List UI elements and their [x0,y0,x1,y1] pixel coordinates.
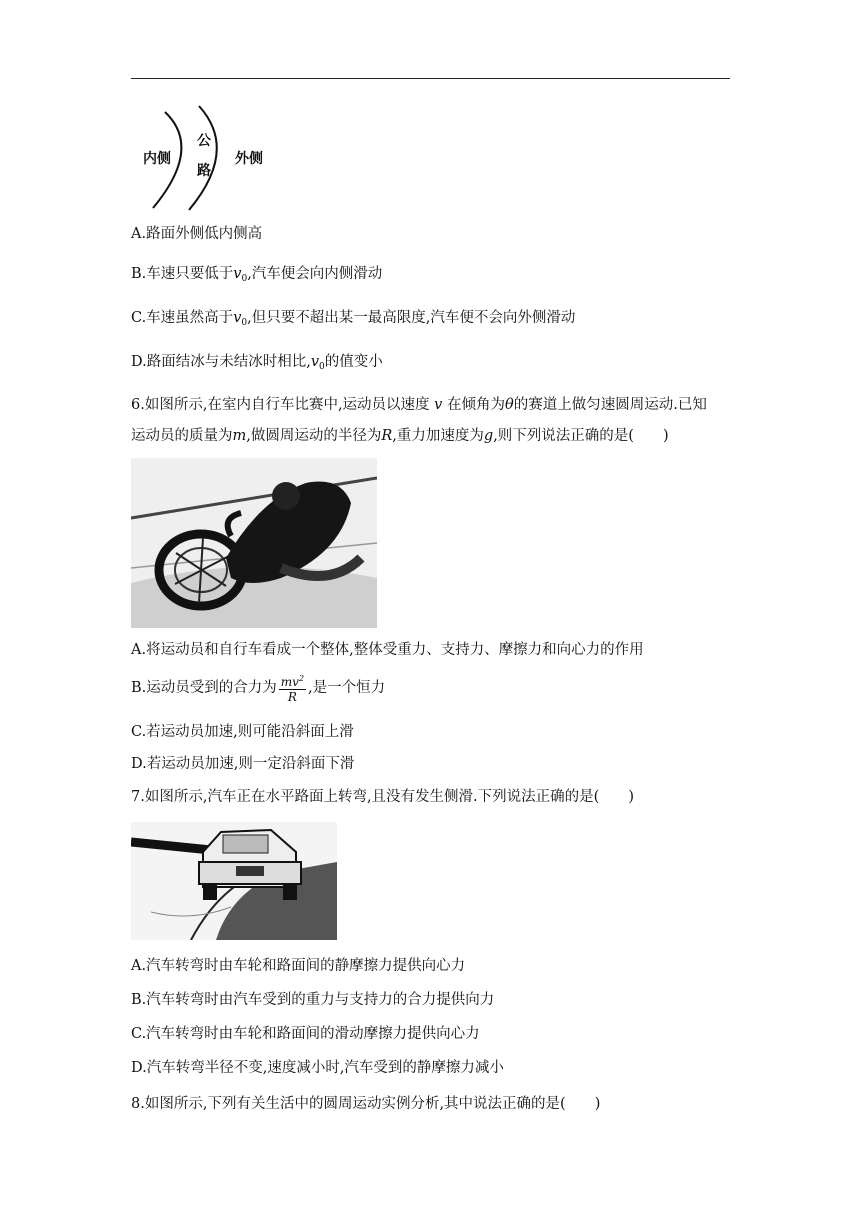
q7-option-c: C.汽车转弯时由车轮和路面间的滑动摩擦力提供向心力 [131,1026,480,1042]
q5-option-d: D.路面结冰与未结冰时相比$,v_0$的值变小 [131,354,383,372]
q8-stem: 8.如图所示,下列有关生活中的圆周运动实例分析,其中说法正确的是( ) [131,1096,601,1112]
q5-option-b: B.车速只要低于$v_0$,汽车便会向内侧滑动 [131,266,383,284]
inner-side-label: 内侧 [143,151,171,167]
mv2-over-r-fraction: $\frac{mv^2}{R}$ [280,674,305,704]
q7-option-d: D.汽车转弯半径不变,速度减小时,汽车受到的静摩擦力减小 [131,1060,504,1076]
car-turning-photo [131,822,337,940]
q7-option-b: B.汽车转弯时由汽车受到的重力与支持力的合力提供向力 [131,992,495,1008]
q7-stem: 7.如图所示,汽车正在水平路面上转弯,且没有发生侧滑.下列说法正确的是( ) [131,789,634,805]
road-curve-figure [131,100,281,215]
header-rule [131,78,730,79]
q7-option-a: A.汽车转弯时由车轮和路面间的静摩擦力提供向心力 [131,958,466,974]
q6-option-c: C.若运动员加速,则可能沿斜面上滑 [131,724,354,740]
road-label-top: 公 [197,133,211,149]
q6-option-b: B.运动员受到的合力为 $\frac{mv^2}{R}$ ,是一个恒力 [131,674,386,704]
q5-option-c: C.车速虽然高于$v_0$,但只要不超出某一最高限度,汽车便不会向外侧滑动 [131,310,576,328]
car-illustration [131,822,337,940]
outer-side-label: 外侧 [235,151,263,167]
q6-option-a: A.将运动员和自行车看成一个整体,整体受重力、支持力、摩擦力和向心力的作用 [131,642,644,658]
road-label-bottom: 路 [197,163,211,179]
cyclist-photo [131,458,377,628]
q6-stem-line2: 运动员的质量为m,做圆周运动的半径为R,重力加速度为g,则下列说法正确的是( ) [131,428,669,444]
q6-option-d: D.若运动员加速,则一定沿斜面下滑 [131,756,355,772]
q6-stem-line1: 6.如图所示,在室内自行车比赛中,运动员以速度 v 在倾角为θ的赛道上做匀速圆周运动.已知 [131,397,707,413]
q5-option-a: A.路面外侧低内侧高 [131,226,263,242]
cyclist-illustration [131,458,377,628]
